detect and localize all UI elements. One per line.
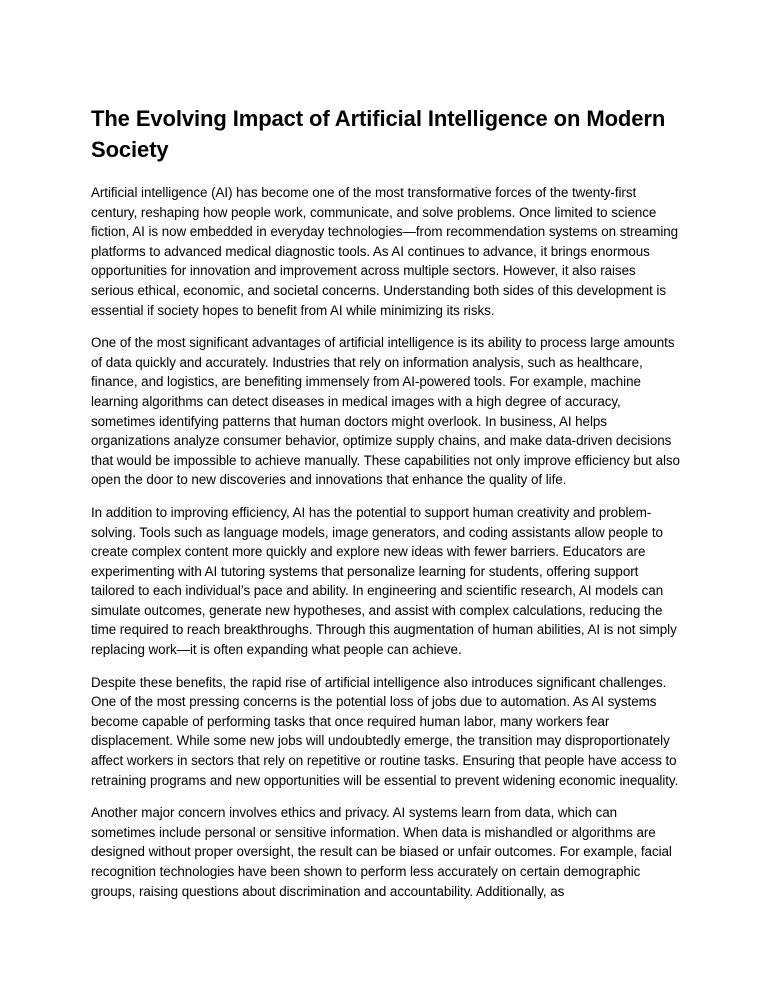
paragraph-introduction: Artificial intelligence (AI) has become one of the most transformative forces of the twenty-first century, reshaping how people work, communicate, and solve problems. Once limited to science fiction, AI is now embedded in everyday technologies—from recommendation systems on streaming platforms to advanced medical diagnostic tools. As AI continues to advance, it brings enormous opportunities for innovation and improvement across multiple sectors. However, it also raises serious ethical, economic, and societal concerns. Understanding both sides of this development is essential if society hopes to benefit from AI while minimizing its risks. — [91, 185, 679, 318]
document-page — [91, 103, 681, 914]
paragraph-data-processing: One of the most significant advantages of artificial intelligence is its ability to process large amounts of data quickly and accurately. Industries that rely on information analysis, such as healthcare, finance, and logistics, are benefiting immensely from AI-powered tools. For example, machine learning algorithms can detect diseases in medical images with a high degree of accuracy, sometimes identifying patterns that human doctors might overlook. In business, AI helps organizations analyze consumer behavior, optimize supply chains, and make data-driven decisions that would be impossible to achieve manually. These capabilities not only improve efficiency but also open the door to new discoveries and innovations that enhance the quality of life. — [91, 335, 680, 488]
document-title: The Evolving Impact of Artificial Intelligence on Modern Society — [91, 106, 666, 162]
paragraph-challenges: Despite these benefits, the rapid rise of artificial intelligence also introduces significant challenges. One of the most pressing concerns is the potential loss of jobs due to automation. As AI systems become capable of performing tasks that once required human labor, many workers fear displacement. While some new jobs will undoubtedly emerge, the transition may disproportionately affect workers in sectors that rely on repetitive or routine tasks. Ensuring that people have access to retraining programs and new opportunities will be essential to prevent widening economic inequality. — [91, 674, 679, 788]
paragraph-ethics-privacy: Another major concern involves ethics and privacy. AI systems learn from data, which can sometimes include personal or sensitive information. When data is mishandled or algorithms are designed without proper oversight, the result can be biased or unfair outcomes. For example, facial recognition technologies have been shown to perform less accurately on certain demographic groups, raising questions about discrimination and accountability. Additionally, as — [91, 805, 672, 899]
paragraph-creativity: In addition to improving efficiency, AI has the potential to support human creativity and problem-solving. Tools such as language models, image generators, and coding assistants allow people to create complex content more quickly and explore new ideas with fewer barriers. Educators are experimenting with AI tutoring systems that personalize learning for students, offering support tailored to each individual’s pace and ability. In engineering and scientific research, AI models can simulate outcomes, generate new hypotheses, and assist with complex calculations, reducing the time required to reach breakthroughs. Through this augmentation of human abilities, AI is not simply replacing work—it is often expanding what people can achieve. — [91, 504, 677, 658]
